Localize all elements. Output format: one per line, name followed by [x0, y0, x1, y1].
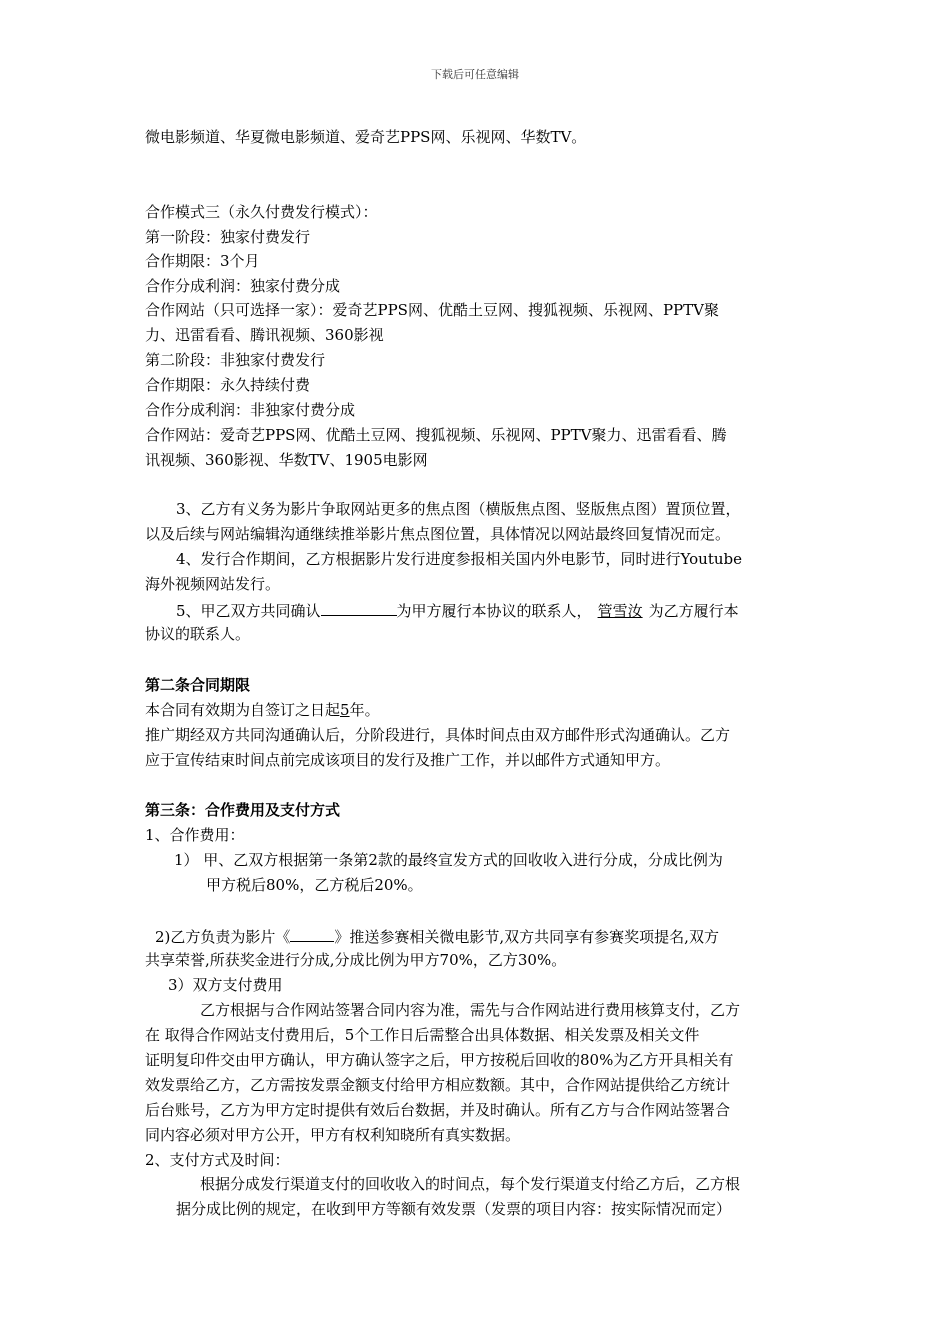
text-line: 2、支付方式及时间：: [145, 1151, 290, 1169]
text-line: 后台账号，乙方为甲方定时提供有效后台数据，并及时确认。所有乙方与合作网站签署合: [145, 1101, 731, 1119]
text-line: 第二阶段：非独家付费发行: [145, 351, 326, 369]
text-line: 同内容必须对甲方公开，甲方有权利知晓所有真实数据。: [145, 1126, 521, 1144]
text-line: 合作网站（只可选择一家）：爱奇艺PPS网、优酷土豆网、搜狐视频、乐视网、PPTV聚: [145, 301, 719, 319]
text-line: 海外视频网站发行。: [145, 575, 281, 593]
text-line: 微电影频道、华夏微电影频道、爱奇艺PPS网、乐视网、华数TV。: [145, 128, 587, 146]
text-line: 4、发行合作期间，乙方根据影片发行进度参报相关国内外电影节，同时进行Youtube: [176, 550, 743, 568]
contact-name: 管雪汝: [597, 602, 643, 620]
text-line: 合作网站：爱奇艺PPS网、优酷土豆网、搜狐视频、乐视网、PPTV聚力、迅雷看看、腾: [145, 426, 727, 444]
text-line: 在 取得合作网站支付费用后，5个工作日后需整合出具体数据、相关发票及相关文件: [145, 1026, 700, 1044]
text-segment: 年。: [349, 701, 380, 719]
text-line: 1） 甲、乙双方根据第一条第2款的最终宣发方式的回收收入进行分成，分成比例为: [174, 851, 723, 869]
section-heading: 第二条合同期限: [145, 676, 251, 694]
text-line: 据分成比例的规定，在收到甲方等额有效发票（发票的项目内容：按实际情况而定）: [176, 1200, 732, 1218]
text-line: 共享荣誉,所获奖金进行分成,分成比例为甲方70%，乙方30%。: [145, 951, 567, 969]
award-line: [155, 926, 719, 946]
text-line: 甲方税后80%，乙方税后20%。: [206, 876, 423, 894]
blank-field: [290, 926, 334, 942]
term-years: 5: [340, 701, 350, 719]
text-line: 效发票给乙方，乙方需按发票金额支付给甲方相应数额。其中，合作网站提供给乙方统计: [145, 1076, 731, 1094]
text-line: 乙方根据与合作网站签署合同内容为准，需先与合作网站进行费用核算支付，乙方: [200, 1001, 741, 1019]
text-line: 3）双方支付费用: [168, 976, 283, 994]
text-line: 力、迅雷看看、腾讯视频、360影视: [145, 326, 384, 344]
cooperation-mode-heading: 合作模式三（永久付费发行模式）：: [145, 203, 378, 221]
text-line: 3、乙方有义务为影片争取网站更多的焦点图（横版焦点图、竖版焦点图）置顶位置，: [176, 500, 741, 518]
section-heading: 第三条：合作费用及支付方式: [145, 801, 341, 819]
text-line: 合作期限：永久持续付费: [145, 376, 311, 394]
contact-line: [176, 600, 739, 620]
text-line: 根据分成发行渠道支付的回收收入的时间点，每个发行渠道支付给乙方后，乙方根: [200, 1175, 741, 1193]
text-segment: 为甲方履行本协议的联系人，: [396, 602, 592, 620]
text-line: 第一阶段：独家付费发行: [145, 228, 311, 246]
text-line: 合作期限：3个月: [145, 252, 260, 270]
text-segment: 本合同有效期为自签订之日起: [145, 701, 341, 719]
text-line: 合作分成利润：非独家付费分成: [145, 401, 356, 419]
text-line: 以及后续与网站编辑沟通继续推举影片焦点图位置，具体情况以网站最终回复情况而定。: [145, 525, 731, 543]
page-header: 下载后可任意编辑: [431, 68, 519, 81]
text-segment: 5、甲乙双方共同确认: [176, 602, 321, 620]
blank-field: [321, 600, 397, 616]
text-line: 应于宣传结束时间点前完成该项目的发行及推广工作，并以邮件方式通知甲方。: [145, 751, 671, 769]
text-line: 证明复印件交由甲方确认，甲方确认签字之后，甲方按税后回收的80%为乙方开具相关有: [145, 1051, 734, 1069]
text-segment: 2)乙方负责为影片《: [155, 928, 291, 946]
term-line: [145, 701, 380, 719]
text-segment: 为乙方履行本: [648, 602, 739, 620]
text-line: 讯视频、360影视、华数TV、1905电影网: [145, 451, 428, 469]
text-line: 推广期经双方共同沟通确认后，分阶段进行，具体时间点由双方邮件形式沟通确认。乙方: [145, 726, 731, 744]
text-line: 合作分成利润：独家付费分成: [145, 277, 341, 295]
text-segment: 》推送参赛相关微电影节,双方共同享有参赛奖项提名,双方: [334, 928, 719, 946]
text-line: 1、合作费用：: [145, 826, 245, 844]
text-line: 协议的联系人。: [145, 625, 251, 643]
